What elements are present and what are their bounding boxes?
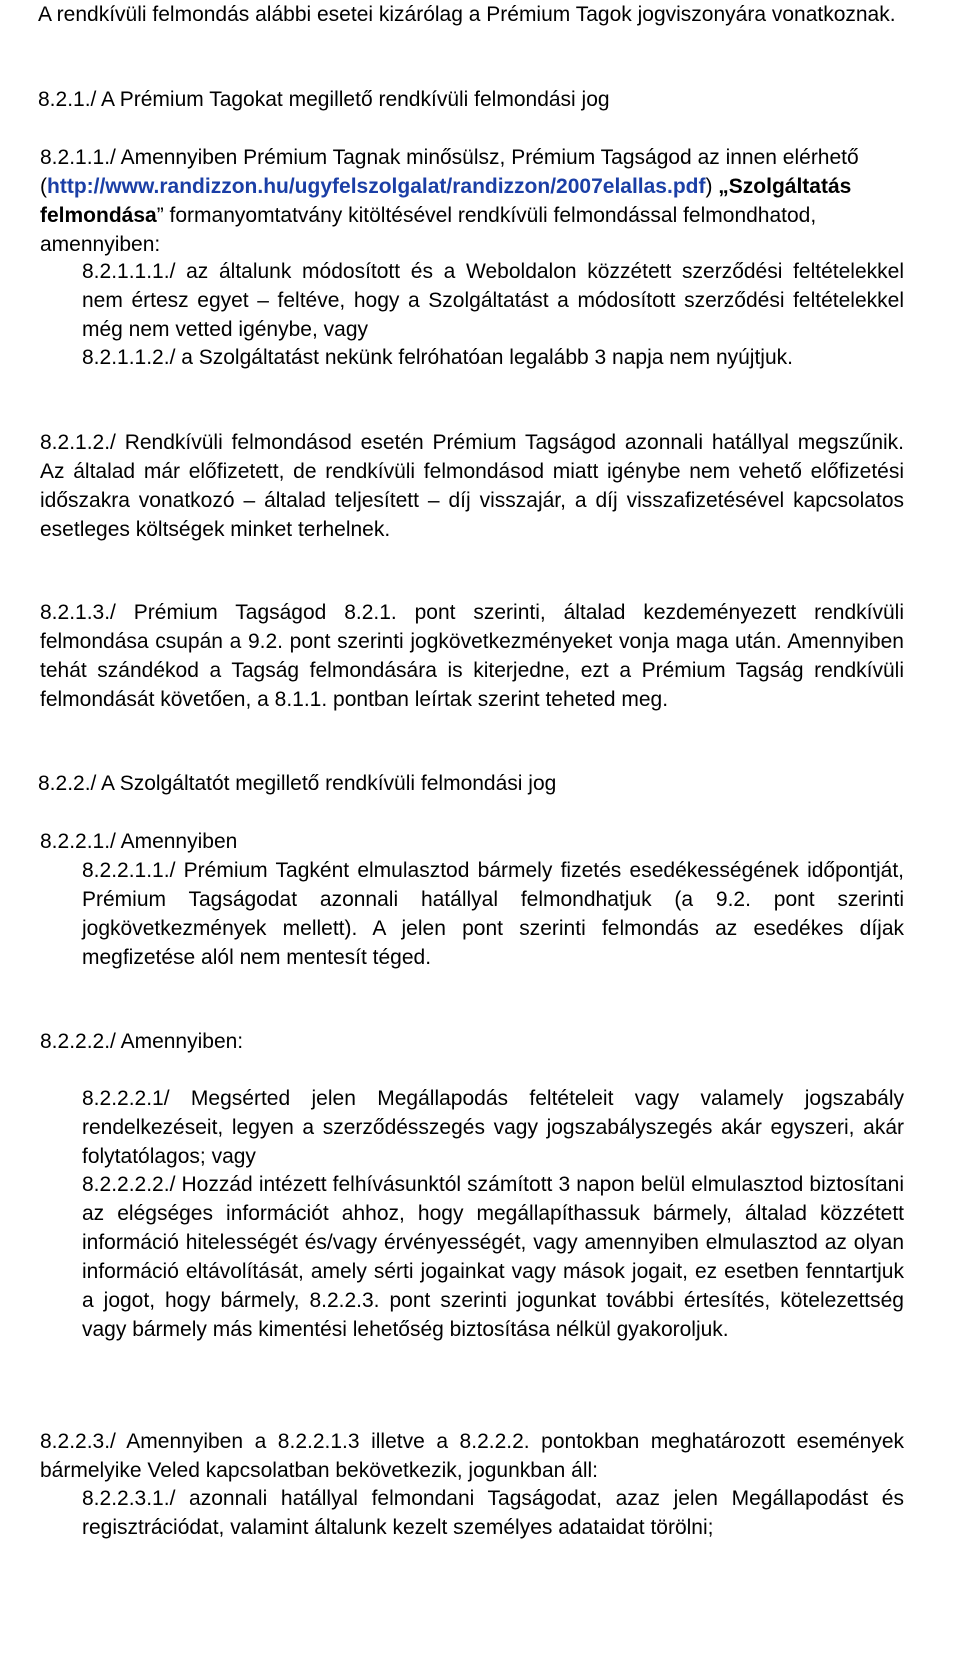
form-name-text: „Szolgáltatás felmondása bbox=[40, 175, 852, 227]
intro-paragraph: A rendkívüli felmondás alábbi esetei kizárólag a Prémium Tagok jogviszonyára vonatkoznak. bbox=[38, 3, 896, 26]
paragraph-8-2-1-1-text-b: ) bbox=[705, 175, 719, 198]
paragraph-8-2-1-1 bbox=[40, 143, 904, 259]
paragraph-8-2-1-1-2: 8.2.1.1.2./ a Szolgáltatást nekünk felróhatóan legalább 3 napja nem nyújtjuk. bbox=[82, 346, 793, 369]
paragraph-8-2-2-3: 8.2.2.3./ Amennyiben a 8.2.2.1.3 illetve a 8.2.2.2. pontokban meghatározott események bármelyike Veled kapcsolatban bekövetkezik, jogunkban áll: bbox=[40, 1430, 904, 1482]
paragraph-8-2-2-2: 8.2.2.2./ Amennyiben: bbox=[40, 1030, 244, 1053]
paragraph-8-2-1-2: 8.2.1.2./ Rendkívüli felmondásod esetén Prémium Tagságod azonnali hatállyal megszűnik. Az általad már előfizetett, de rendkívüli felmondásod miatt igénybe nem vehető előfizetési időszakra vonatkozó – általad teljesített – díj visszajár, a díj visszafizetésével kapcsolatos esetleges költségek minket terhelnek. bbox=[40, 431, 904, 541]
paragraph-8-2-1-3: 8.2.1.3./ Prémium Tagságod 8.2.1. pont szerinti, általad kezdeményezett rendkívüli felmondása csupán a 9.2. pont szerinti jogkövetkezményeket vonja maga után. Amennyiben tehát szándékod a Tagság felmondására is kiterjedne, ezt a Prémium Tagság rendkívüli felmondását követően, a 8.1.1. pontban leírtak szerint teheted meg. bbox=[40, 601, 904, 711]
paragraph-8-2-1-1-text-c: ” formanyomtatvány kitöltésével rendkívüli felmondással felmondhatod, amennyiben: bbox=[40, 204, 817, 256]
paragraph-8-2-1-1-text-a: 8.2.1.1./ Amennyiben Prémium Tagnak minősülsz, Prémium Tagságod az innen elérhető ( bbox=[40, 146, 859, 198]
section-heading-8-2-2: 8.2.2./ A Szolgáltatót megillető rendkívüli felmondási jog bbox=[38, 772, 557, 795]
form-pdf-link[interactable]: http://www.randizzon.hu/ugyfelszolgalat/randizzon/2007elallas.pdf bbox=[47, 175, 706, 198]
paragraph-8-2-2-1: 8.2.2.1./ Amennyiben bbox=[40, 830, 238, 853]
paragraph-8-2-2-2-2: 8.2.2.2.2./ Hozzád intézett felhívásunktól számított 3 napon belül elmulasztod biztosítani az elégséges információt ahhoz, hogy megállapíthassuk bármely, általad közzétett információ hitelességét és/vagy érvényességét, vagy amennyiben elmulasztod az olyan információ eltávolítását, amely sérti jogainkat vagy mások jogait, ez esetben fenntartjuk a jogot, hogy bármely, 8.2.2.3. pont szerinti jogunkat további értesítés, kötelezettség vagy bármely más kimentési lehetőség biztosítása nélkül gyakoroljuk. bbox=[82, 1173, 904, 1341]
paragraph-8-2-2-3-1: 8.2.2.3.1./ azonnali hatállyal felmondani Tagságodat, azaz jelen Megállapodást és regisztrációdat, valamint általunk kezelt személyes adataidat törölni; bbox=[82, 1487, 904, 1539]
section-heading-8-2-1: 8.2.1./ A Prémium Tagokat megillető rendkívüli felmondási jog bbox=[38, 88, 610, 111]
paragraph-8-2-2-1-1: 8.2.2.1.1./ Prémium Tagként elmulasztod bármely fizetés esedékességének időpontját, Prémium Tagságodat azonnali hatállyal felmondhatjuk (a 9.2. pont szerinti jogkövetkezmények mellett). A jelen pont szerinti felmondás az esedékes díjak megfizetése alól nem mentesít téged. bbox=[82, 859, 904, 969]
paragraph-8-2-2-2-1: 8.2.2.2.1/ Megsérted jelen Megállapodás feltételeit vagy valamely jogszabály rendelkezéseit, legyen a szerződésszegés vagy jogszabályszegés akár egyszeri, akár folytatólagos; vagy bbox=[82, 1087, 904, 1168]
paragraph-8-2-1-1-1: 8.2.1.1.1./ az általunk módosított és a Weboldalon közzétett szerződési feltételekkel nem értesz egyet – feltéve, hogy a Szolgáltatást a módosított szerződési feltételekkel még nem vetted igénybe, vagy bbox=[82, 260, 904, 341]
